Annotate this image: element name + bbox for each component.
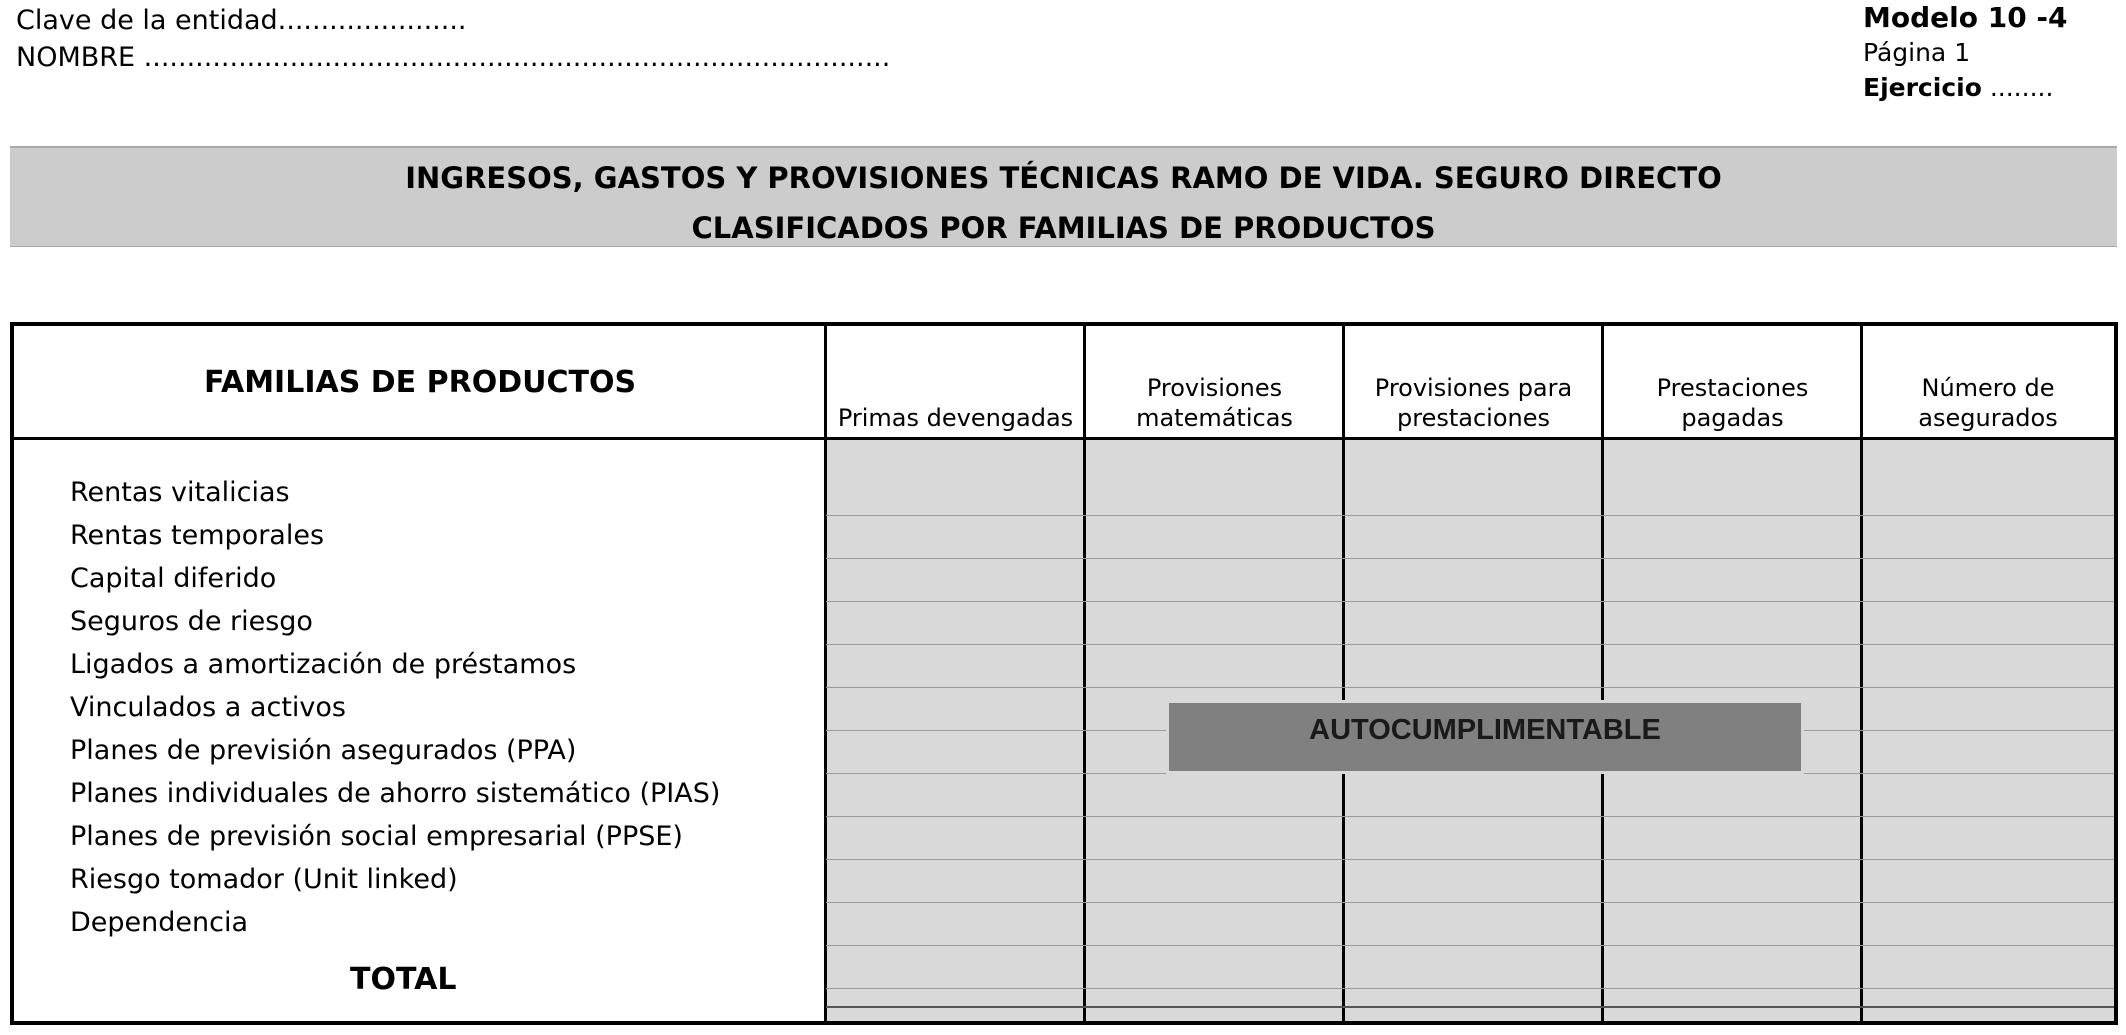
title-banner — [10, 146, 2117, 247]
title-line-1: INGRESOS, GASTOS Y PROVISIONES TÉCNICAS RAMO DE VIDA. SEGURO DIRECTO — [405, 161, 1722, 195]
column-separator — [824, 326, 827, 1021]
row-label: Capital diferido — [70, 563, 277, 594]
col-header-numero-asegurados — [1862, 326, 2114, 440]
column-separator — [1083, 326, 1086, 1021]
col-header-line: Provisiones para — [1374, 374, 1573, 402]
autocumplimentable-stamp: AUTOCUMPLIMENTABLE — [1169, 703, 1801, 771]
col-header-line: Prestaciones — [1656, 374, 1809, 402]
row-label: Rentas vitalicias — [70, 477, 290, 508]
row-grid-line — [826, 773, 2114, 774]
entity-header — [16, 2, 890, 76]
title-line-2: CLASIFICADOS POR FAMILIAS DE PRODUCTOS — [691, 211, 1436, 245]
col-header-primas — [826, 326, 1085, 440]
col-header-provisiones-matematicas — [1085, 326, 1344, 440]
col-header-line: Provisiones — [1146, 374, 1283, 402]
col-header-prestaciones-pagadas — [1603, 326, 1862, 440]
families-header: FAMILIAS DE PRODUCTOS — [14, 326, 826, 440]
row-grid-line — [826, 687, 2114, 688]
row-grid-line — [826, 601, 2114, 602]
row-label: Planes de previsión asegurados (PPA) — [70, 735, 577, 766]
row-label: Rentas temporales — [70, 520, 325, 551]
col-header-provisiones-prestaciones — [1344, 326, 1603, 440]
row-grid-line — [826, 644, 2114, 645]
row-label: Planes individuales de ahorro sistemático (PIAS) — [70, 778, 721, 809]
row-grid-line — [826, 816, 2114, 817]
row-grid-line — [826, 1006, 2114, 1008]
row-grid-line — [826, 945, 2114, 946]
ejercicio-line — [1863, 70, 2068, 105]
model-number: Modelo 10 -4 — [1863, 1, 2068, 34]
column-separator — [1860, 326, 1863, 1021]
products-table — [10, 322, 2118, 1025]
ejercicio-label: Ejercicio — [1863, 73, 1982, 102]
column-separator — [1342, 326, 1345, 1021]
row-label: Riesgo tomador (Unit linked) — [70, 864, 458, 895]
col-header-line: matemáticas — [1136, 404, 1293, 432]
row-grid-line — [826, 515, 2114, 516]
col-header-line: Número de — [1921, 374, 2055, 402]
ejercicio-dots: ........ — [1989, 73, 2054, 102]
row-grid-line — [826, 859, 2114, 860]
total-label: TOTAL — [350, 962, 457, 997]
row-grid-line — [826, 558, 2114, 559]
page-number: Página 1 — [1863, 38, 1971, 67]
col-header-line: Primas devengadas — [837, 404, 1074, 432]
row-label: Seguros de riesgo — [70, 606, 313, 637]
row-label: Vinculados a activos — [70, 692, 346, 723]
col-header-line: pagadas — [1681, 404, 1784, 432]
row-label: Dependencia — [70, 907, 249, 938]
column-separator — [1601, 326, 1604, 1021]
row-grid-line — [826, 902, 2114, 903]
row-label: Ligados a amortización de préstamos — [70, 649, 577, 680]
nombre-line: NOMBRE ....................................................................................... — [16, 42, 891, 73]
clave-entidad-line: Clave de la entidad...................... — [16, 5, 467, 36]
col-header-line: prestaciones — [1397, 404, 1550, 432]
col-header-line: asegurados — [1918, 404, 2058, 432]
model-header — [1863, 0, 2068, 105]
row-grid-line — [826, 988, 2114, 989]
row-label: Planes de previsión social empresarial (PPSE) — [70, 821, 683, 852]
